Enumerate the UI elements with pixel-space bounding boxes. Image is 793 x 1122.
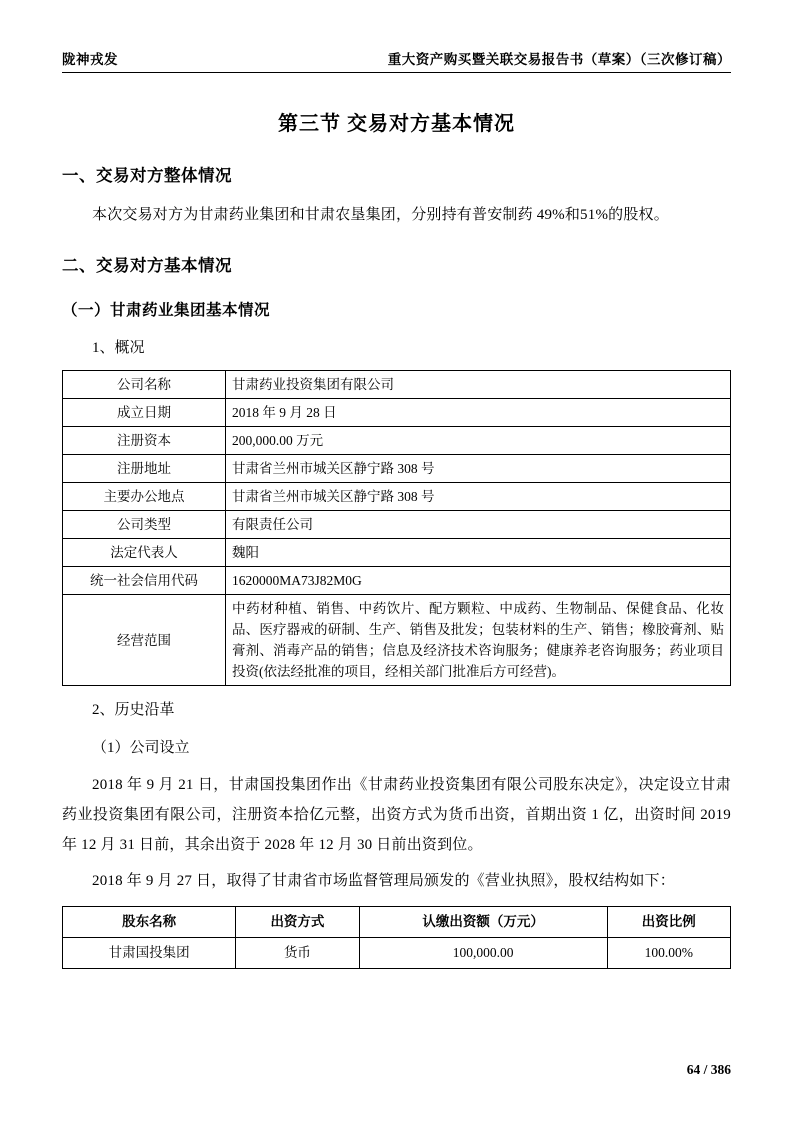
cell-contribution-method: 货币 [236,938,359,969]
company-overview-table [62,370,731,686]
list-item-history: 2、历史沿革 [92,702,175,718]
row-value: 甘肃省兰州市城关区静宁路 308 号 [226,483,731,511]
table-row [63,455,731,483]
table-row [63,595,731,686]
page-header [62,48,731,73]
founding-paragraph-1: 2018 年 9 月 21 日，甘肃国投集团作出《甘肃药业投资集团有限公司股东决定》，决定设立甘肃药业投资集团有限公司，注册资本拾亿元整，出资方式为货币出资，首期出资 1 亿，出资时间 2019 年 12 月 31 日前，其余出资于 2028 年 12 月 30 日前出资到位。 [62,777,731,853]
table-row [63,483,731,511]
row-label: 注册资本 [63,427,226,455]
row-label: 公司名称 [63,371,226,399]
row-value: 魏阳 [226,539,731,567]
founding-paragraph-2: 2018 年 9 月 27 日，取得了甘肃省市场监督管理局颁发的《营业执照》，股权结构如下： [92,873,675,889]
row-value: 200,000.00 万元 [226,427,731,455]
row-value: 甘肃药业投资集团有限公司 [226,371,731,399]
row-label: 注册地址 [63,455,226,483]
table-row [63,371,731,399]
column-header-subscribed-amount: 认缴出资额（万元） [359,907,607,938]
column-header-shareholder: 股东名称 [63,907,236,938]
table-row [63,399,731,427]
row-label: 成立日期 [63,399,226,427]
table-header-row [63,907,731,938]
row-value: 1620000MA73J82M0G [226,567,731,595]
table-row [63,539,731,567]
cell-contribution-ratio: 100.00% [607,938,730,969]
table-row [63,511,731,539]
row-label: 经营范围 [63,595,226,686]
page-title: 第三节 交易对方基本情况 [278,113,515,135]
cell-subscribed-amount: 100,000.00 [359,938,607,969]
list-item-overview: 1、概况 [92,340,145,356]
column-header-contribution-method: 出资方式 [236,907,359,938]
header-document-title: 重大资产购买暨关联交易报告书（草案）（三次修订稿） [387,52,731,67]
page-number: 64 / 386 [686,1062,731,1077]
shareholders-table [62,906,731,969]
row-label: 主要办公地点 [63,483,226,511]
row-label: 统一社会信用代码 [63,567,226,595]
list-item-establishment: （1）公司设立 [92,740,190,756]
row-value: 中药材种植、销售、中药饮片、配方颗粒、中成药、生物制品、保健食品、化妆品、医疗器戒的研制、生产、销售及批发；包装材料的生产、销售；橡胶膏剂、贴膏剂、消毒产品的销售；信息及经济技术咨询服务；健康养老咨询服务；药业项目投资(依法经批准的项目，经相关部门批准后方可经营)。 [226,595,731,686]
row-label: 公司类型 [63,511,226,539]
header-company-name: 陇神戎发 [62,52,118,67]
section-heading-2: 二、交易对方基本情况 [62,256,232,275]
row-value: 甘肃省兰州市城关区静宁路 308 号 [226,455,731,483]
row-label: 法定代表人 [63,539,226,567]
column-header-contribution-ratio: 出资比例 [607,907,730,938]
section-1-paragraph: 本次交易对方为甘肃药业集团和甘肃农垦集团，分别持有普安制药 49%和51%的股权。 [92,207,669,223]
table-row [63,567,731,595]
cell-shareholder: 甘肃国投集团 [63,938,236,969]
table-row [63,938,731,969]
subsection-heading-1: （一）甘肃药业集团基本情况 [62,302,271,319]
row-value: 有限责任公司 [226,511,731,539]
section-heading-1: 一、交易对方整体情况 [62,166,232,185]
table-row [63,427,731,455]
row-value: 2018 年 9 月 28 日 [226,399,731,427]
